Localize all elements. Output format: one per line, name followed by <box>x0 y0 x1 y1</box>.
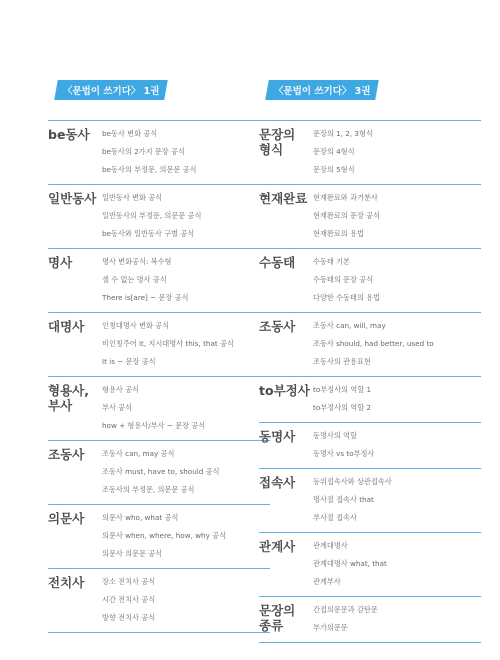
formula-item: 동명사의 역할 <box>313 431 357 440</box>
grammar-section <box>48 568 270 632</box>
section-items <box>311 381 481 417</box>
formula-item: 현재완료의 문장 공식 <box>313 211 381 220</box>
volume-3-tag <box>265 80 379 100</box>
volume-1-sections <box>48 120 270 633</box>
formula-item: 다양한 수동태의 용법 <box>313 293 381 302</box>
grammar-section <box>48 184 270 248</box>
formula-item: 문장의 4형식 <box>313 147 355 156</box>
formula-item: 부사 공식 <box>102 403 133 412</box>
section-title: 수동태 <box>259 255 296 270</box>
section-items <box>311 473 481 527</box>
formula-item: 일반동사 변화 공식 <box>102 193 163 202</box>
volume-3-tag-text: 〈문법이 쓰기다〉 3권 <box>274 86 371 97</box>
formula-item: 의문사 when, where, how, why 공식 <box>102 531 226 540</box>
section-items <box>311 427 481 463</box>
grammar-section <box>48 248 270 312</box>
section-items <box>100 253 270 307</box>
formula-item: 수동태의 문장 공식 <box>313 275 374 284</box>
formula-item: 관계부사 <box>313 577 341 586</box>
section-title: 형용사, 부사 <box>48 383 89 413</box>
section-title: 접속사 <box>259 475 296 490</box>
formula-item: 의문사 의문문 공식 <box>102 549 163 558</box>
formula-item: 문장의 1, 2, 3형식 <box>313 129 373 138</box>
formula-item: 조동사의 관용표현 <box>313 357 371 366</box>
section-end-rule <box>259 642 481 643</box>
section-items <box>311 189 481 243</box>
section-title: 대명사 <box>48 319 85 334</box>
formula-item: 일반동사의 부정문, 의문문 공식 <box>102 211 202 220</box>
formula-item: 명사 변화공식: 복수형 <box>102 257 172 266</box>
formula-item: 조동사 should, had better, used to <box>313 339 434 348</box>
formula-item: 등위접속사와 상관접속사 <box>313 477 392 486</box>
formula-item: 의문사 who, what 공식 <box>102 513 179 522</box>
grammar-section <box>48 440 270 504</box>
grammar-section <box>48 120 270 184</box>
formula-item: 부가의문문 <box>313 623 348 632</box>
section-title: to부정사 <box>259 383 310 398</box>
formula-item: be동사 변화 공식 <box>102 129 158 138</box>
grammar-section <box>259 596 481 642</box>
section-title: 명사 <box>48 255 73 270</box>
formula-item: There is[are] ~ 문장 공식 <box>102 293 189 302</box>
section-items <box>100 509 270 563</box>
formula-item: 현재완료의 용법 <box>313 229 364 238</box>
section-title: 현재완료 <box>259 191 308 206</box>
formula-item: 관계대명사 what, that <box>313 559 387 568</box>
section-items <box>100 573 270 627</box>
volume-1-tag-text: 〈문법이 쓰기다〉 1권 <box>63 86 160 97</box>
formula-item: It is ~ 문장 공식 <box>102 357 156 366</box>
formula-item: 부사절 접속사 <box>313 513 357 522</box>
formula-item: 비인칭주어 it, 지시대명사 this, that 공식 <box>102 339 234 348</box>
section-title: 일반동사 <box>48 191 97 206</box>
section-end-rule <box>48 632 270 633</box>
grammar-section <box>259 468 481 532</box>
grammar-section <box>259 248 481 312</box>
section-items <box>100 381 270 435</box>
section-items <box>100 189 270 243</box>
section-items <box>100 317 270 371</box>
section-title: 전치사 <box>48 575 85 590</box>
grammar-section <box>259 184 481 248</box>
formula-item: to부정사의 역할 2 <box>313 403 372 412</box>
formula-item: be동사의 2가지 문장 공식 <box>102 147 185 156</box>
section-title: 동명사 <box>259 429 296 444</box>
section-title: 문장의 종류 <box>259 603 296 633</box>
volume-1-tag <box>54 80 168 100</box>
formula-item: 장소 전치사 공식 <box>102 577 156 586</box>
grammar-section <box>259 312 481 376</box>
grammar-section <box>259 532 481 596</box>
formula-item: 방향 전치사 공식 <box>102 613 156 622</box>
grammar-section <box>259 376 481 422</box>
section-items <box>100 125 270 179</box>
section-items <box>100 445 270 499</box>
section-title: 조동사 <box>259 319 296 334</box>
formula-item: 시간 전치사 공식 <box>102 595 156 604</box>
volume-3-column <box>259 79 481 643</box>
formula-item: be동사와 일반동사 구별 공식 <box>102 229 195 238</box>
formula-item: 수동태 기본 <box>313 257 351 266</box>
section-title: 관계사 <box>259 539 296 554</box>
formula-item: 인칭대명사 변화 공식 <box>102 321 170 330</box>
formula-item: 조동사의 부정문, 의문문 공식 <box>102 485 195 494</box>
section-title: be동사 <box>48 127 90 142</box>
formula-item: 형용사 공식 <box>102 385 140 394</box>
formula-item: 조동사 can, will, may <box>313 321 386 330</box>
volume-1-column <box>48 79 270 633</box>
formula-item: to부정사의 역할 1 <box>313 385 372 394</box>
section-title: 조동사 <box>48 447 85 462</box>
formula-item: 명사절 접속사 that <box>313 495 374 504</box>
section-items <box>311 601 481 637</box>
grammar-section <box>259 422 481 468</box>
formula-item: 간접의문문과 감탄문 <box>313 605 378 614</box>
section-items <box>311 125 481 179</box>
formula-item: 동명사 vs to부정사 <box>313 449 375 458</box>
section-items <box>311 537 481 591</box>
formula-item: be동사의 부정문, 의문문 공식 <box>102 165 197 174</box>
section-items <box>311 317 481 371</box>
section-title: 문장의 형식 <box>259 127 296 157</box>
grammar-section <box>259 120 481 184</box>
formula-item: 셀 수 없는 명사 공식 <box>102 275 167 284</box>
formula-item: 문장의 5형식 <box>313 165 355 174</box>
grammar-section <box>48 312 270 376</box>
formula-item: 조동사 must, have to, should 공식 <box>102 467 220 476</box>
formula-item: 관계대명사 <box>313 541 348 550</box>
formula-item: 현재완료와 과거분사 <box>313 193 378 202</box>
section-title: 의문사 <box>48 511 85 526</box>
grammar-section <box>48 504 270 568</box>
formula-item: how + 형용사/부사 ~ 문장 공식 <box>102 421 206 430</box>
volume-3-sections <box>259 120 481 643</box>
section-items <box>311 253 481 307</box>
formula-item: 조동사 can, may 공식 <box>102 449 175 458</box>
grammar-section <box>48 376 270 440</box>
